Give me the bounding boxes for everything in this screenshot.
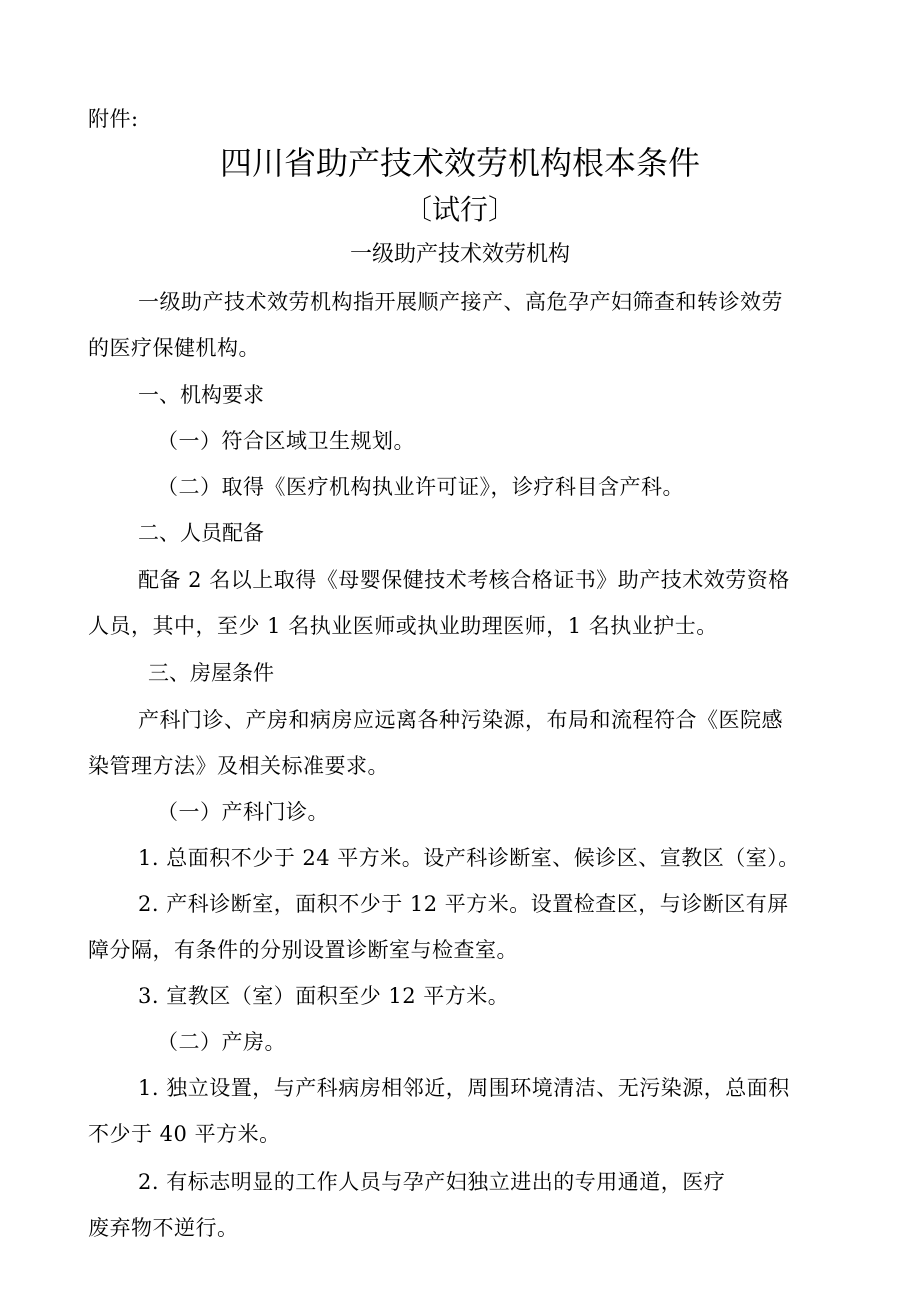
document-title: 四川省助产技术效劳机构根本条件 xyxy=(219,144,700,182)
sub-1-item-3: 3. 宣教区（室）面积至少 12 平方米。 xyxy=(138,984,510,1008)
sub-1-item-1: 1. 总面积不少于 24 平方米。设产科诊断室、候诊区、宣教区（室）。 xyxy=(138,846,800,870)
section-2-heading: 二、人员配备 xyxy=(138,521,264,545)
intro-line-1: 一级助产技术效劳机构指开展顺产接产、高危孕产妇筛查和转诊效劳 xyxy=(138,290,783,314)
sub-2-heading: （二）产房。 xyxy=(157,1030,286,1054)
section-1-heading: 一、机构要求 xyxy=(138,383,264,407)
section-1-item-1: （一）符合区域卫生规划。 xyxy=(157,429,415,453)
document-title-note: 〔试行〕 xyxy=(403,193,516,226)
sub-2-item-2-line-2: 废弃物不逆行。 xyxy=(88,1216,239,1240)
sub-2-item-2-line-1: 2. 有标志明显的工作人员与孕产妇独立进出的专用通道，医疗 xyxy=(138,1170,726,1194)
section-2-line-2: 人员，其中，至少 1 名执业医师或执业助理医师，1 名执业护士。 xyxy=(88,614,718,638)
section-3-line-2: 染管理方法》及相关标准要求。 xyxy=(88,754,389,778)
sub-1-item-2-line-1: 2. 产科诊断室，面积不少于 12 平方米。设置检查区，与诊断区有屏 xyxy=(138,892,789,916)
sub-2-item-1-line-1: 1. 独立设置，与产科病房相邻近，周围环境清洁、无污染源，总面积 xyxy=(138,1076,790,1100)
attachment-label: 附件: xyxy=(88,107,139,131)
level-heading: 一级助产技术效劳机构 xyxy=(349,242,570,267)
sub-2-item-1-line-2: 不少于 40 平方米。 xyxy=(88,1122,281,1146)
intro-line-2: 的医疗保健机构。 xyxy=(88,336,260,360)
section-3-heading: 三、房屋条件 xyxy=(148,661,274,685)
section-3-line-1: 产科门诊、产房和病房应远离各种污染源，布局和流程符合《医院感 xyxy=(138,708,783,732)
section-2-line-1: 配备 2 名以上取得《母婴保健技术考核合格证书》助产技术效劳资格 xyxy=(138,568,790,592)
sub-1-heading: （一）产科门诊。 xyxy=(157,800,329,824)
section-1-item-2: （二）取得《医疗机构执业许可证》，诊疗科目含产科。 xyxy=(157,475,684,499)
sub-1-item-2-line-2: 障分隔，有条件的分别设置诊断室与检查室。 xyxy=(88,938,518,962)
